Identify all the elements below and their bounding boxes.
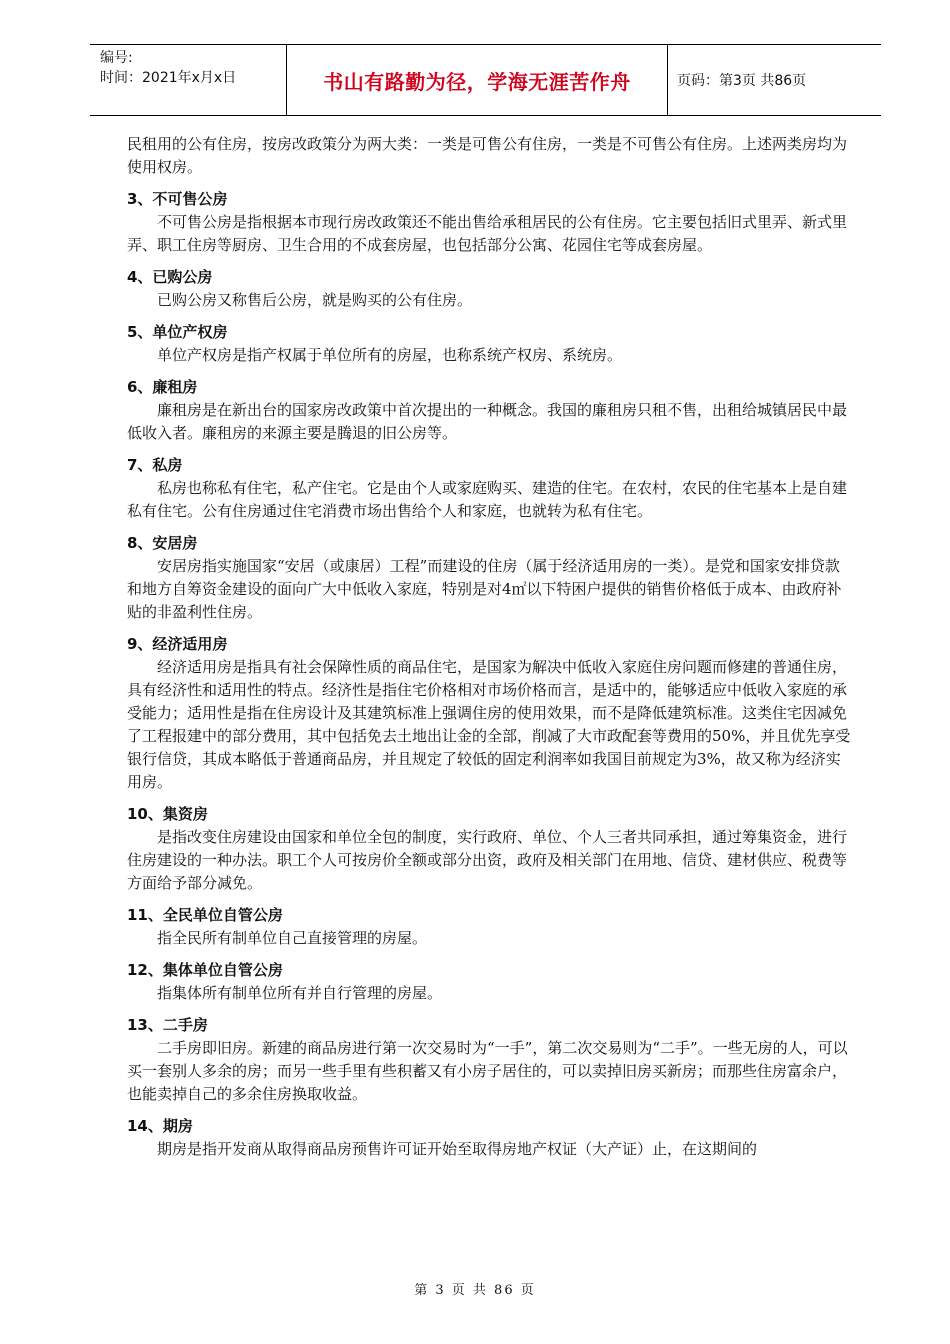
header-motto: 书山有路勤为径，学海无涯苦作舟 <box>323 69 631 94</box>
section-title: 10、集资房 <box>127 805 208 823</box>
section-title: 4、已购公房 <box>127 268 213 286</box>
section-paragraph: 不可售公房是指根据本市现行房改政策还不能出售给承租居民的公有住房。它主要包括旧式里弄、新式里弄、职工住房等厨房、卫生合用的不成套房屋，也包括部分公寓、花园住宅等成套房屋。 <box>127 213 848 254</box>
section-paragraph: 期房是指开发商从取得商品房预售许可证开始至取得房地产权证（大产证）止，在这期间的 <box>157 1140 758 1158</box>
section-paragraph: 单位产权房是指产权属于单位所有的房屋，也称系统产权房、系统房。 <box>157 346 623 364</box>
intro-paragraph: 民租用的公有住房，按房改政策分为两大类：一类是可售公有住房，一类是不可售公有住房。上述两类房均为使用权房。 <box>127 135 848 176</box>
document-body <box>127 133 852 1161</box>
section-paragraph: 指全民所有制单位自己直接管理的房屋。 <box>157 929 428 947</box>
section-title: 14、期房 <box>127 1117 193 1135</box>
section-title: 9、经济适用房 <box>127 635 228 653</box>
page-header <box>90 44 881 116</box>
header-meta <box>90 45 286 115</box>
header-page-info: 页码：第3页 共86页 <box>677 73 807 89</box>
section-title: 3、不可售公房 <box>127 190 228 208</box>
section-paragraph: 二手房即旧房。新建的商品房进行第一次交易时为“一手”，第二次交易则为“二手”。一些无房的人，可以买一套别人多余的房；而另一些手里有些积蓄又有小房子居住的，可以卖掉旧房买新房；而那些住房富余户，也能卖掉自己的多余住房换取收益。 <box>127 1039 848 1103</box>
header-motto-cell <box>286 45 668 115</box>
section-title: 7、私房 <box>127 456 183 474</box>
document-time-label: 时间：2021年x月x日 <box>100 70 237 86</box>
section-title: 5、单位产权房 <box>127 323 228 341</box>
section-paragraph: 指集体所有制单位所有并自行管理的房屋。 <box>157 984 443 1002</box>
section-paragraph: 已购公房又称售后公房，就是购买的公有住房。 <box>157 291 473 309</box>
section-paragraph: 安居房指实施国家“安居（或康居）工程”而建设的住房（属于经济适用房的一类）。是党和国家安排贷款和地方自筹资金建设的面向广大中低收入家庭，特别是对4㎡以下特困户提供的销售价格低于成本、由政府补贴的非盈利性住房。 <box>127 557 842 621</box>
section-paragraph: 是指改变住房建设由国家和单位全包的制度，实行政府、单位、个人三者共同承担，通过筹集资金，进行住房建设的一种办法。职工个人可按房价全额或部分出资，政府及相关部门在用地、信贷、建材供应、税费等方面给予部分减免。 <box>127 828 848 892</box>
document-number-label: 编号: <box>100 50 133 66</box>
section-paragraph: 廉租房是在新出台的国家房改政策中首次提出的一种概念。我国的廉租房只租不售，出租给城镇居民中最低收入者。廉租房的来源主要是腾退的旧公房等。 <box>127 401 848 442</box>
section-paragraph: 私房也称私有住宅，私产住宅。它是由个人或家庭购买、建造的住宅。在农村，农民的住宅基本上是自建私有住宅。公有住房通过住宅消费市场出售给个人和家庭，也就转为私有住宅。 <box>127 479 848 520</box>
section-title: 11、全民单位自管公房 <box>127 906 283 924</box>
section-title: 6、廉租房 <box>127 378 198 396</box>
section-title: 8、安居房 <box>127 534 198 552</box>
section-paragraph: 经济适用房是指具有社会保障性质的商品住宅，是国家为解决中低收入家庭住房问题而修建的普通住房，具有经济性和适用性的特点。经济性是指住宅价格相对市场价格而言，是适中的，能够适应中低收入家庭的承受能力；适用性是指在住房设计及其建筑标准上强调住房的使用效果，而不是降低建筑标准。这类住宅因减免了工程报建中的部分费用，其中包括免去土地出让金的全部，削减了大市政配套等费用的50%，并且优先享受银行信贷，其成本略低于普通商品房，并且规定了较低的固定利润率如我国目前规定为3%，故又称为经济实用房。 <box>127 658 851 791</box>
page-footer: 第 3 页 共 86 页 <box>414 1283 536 1298</box>
section-title: 13、二手房 <box>127 1016 208 1034</box>
section-title: 12、集体单位自管公房 <box>127 961 283 979</box>
